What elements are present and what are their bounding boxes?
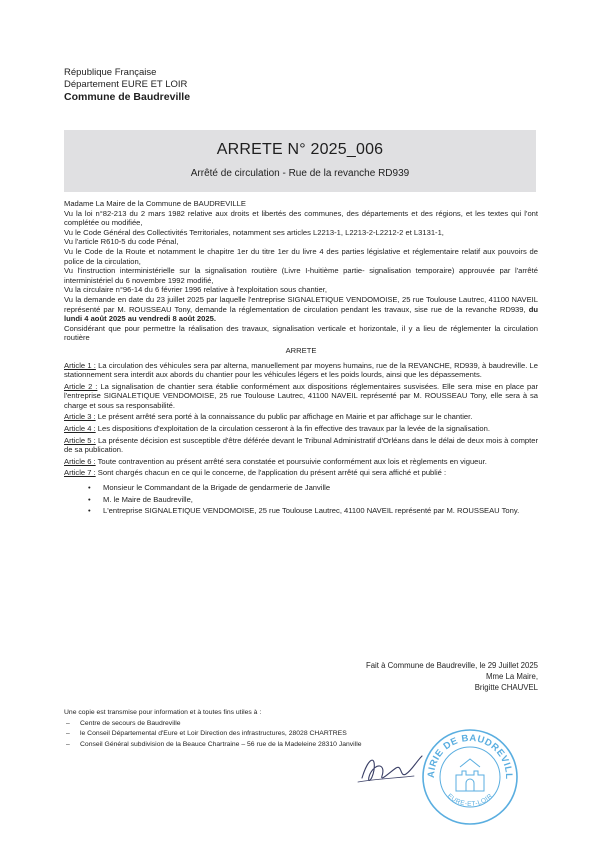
article-label: Article 5 :: [64, 435, 96, 445]
copy-recipient: – le Conseil Départemental d'Eure et Loir Direction des infrastructures, 28028 CHARTRES: [64, 729, 424, 740]
preamble-demande: [64, 295, 538, 324]
copy-recipient: – Centre de secours de Baudreville: [64, 719, 424, 730]
article-label: Article 6 :: [64, 456, 96, 466]
article-label: Article 1 :: [64, 360, 96, 370]
article-7: [64, 468, 538, 478]
department-line: Département EURE ET LOIR: [64, 79, 188, 90]
stamp-emblem: [456, 759, 484, 791]
svg-text:EURE-ET-LOIR: [446, 793, 494, 808]
article-text: Toute contravention au présent arrêté sera constatée et poursuivie conformément aux lois et règlements en vigueur.: [97, 456, 487, 466]
preamble-item: Vu l'article R610-5 du code Pénal,: [64, 237, 179, 247]
handwritten-signature: [356, 748, 426, 795]
letterhead: [64, 67, 190, 103]
recipient-item: • Monsieur le Commandant de la Brigade de gendarmerie de Janville: [88, 483, 538, 493]
demande-dates: du lundi 4 août 2025 au vendredi 8 août 2025.: [64, 304, 538, 324]
commune-name: Commune de Baudreville: [64, 91, 191, 103]
article-text: La circulation des véhicules sera par alterna, manuellement par moyens humains, rue de la REVANCHE, RD939, à baudreville. Le stationnement sera interdit aux abords du chantier pour les véhicules légers et les poids lourds, ainsi que les dépassements.: [64, 360, 538, 380]
decree-number: ARRETE N° 2025_006: [216, 141, 384, 158]
recipient-item: • M. le Maire de Baudreville,: [88, 495, 538, 505]
article-4: [64, 424, 538, 434]
signatory-role: Mme La Maire,: [486, 672, 538, 681]
decree-body: [64, 199, 538, 518]
signature-stroke: [362, 756, 422, 780]
article-label: Article 7 :: [64, 468, 96, 478]
preamble-item: Vu le Code de la Route et notamment le chapitre 1er du titre 1er du livre 4 des parties législative et réglementaire relatif aux pouvoirs de police de la circulation,: [64, 246, 538, 266]
article-5: [64, 436, 538, 455]
article-text: Le présent arrêté sera porté à la connaissance du public par affichage en Mairie et par affichage sur le chantier.: [97, 412, 473, 422]
preamble-item: Vu la loi n°82-213 du 2 mars 1982 relative aux droits et libertés des communes, des départements et des régions, et les textes qui l'ont complétée ou modifiée,: [64, 208, 538, 228]
article-text: Les dispositions d'exploitation de la circulation cesseront à la fin effective des travaux par la levée de la signalisation.: [97, 424, 490, 434]
article-6: [64, 457, 538, 467]
place-date: Fait à Commune de Baudreville, le 29 Juillet 2025: [365, 661, 538, 670]
signature-stroke: [358, 776, 414, 782]
title-box: [64, 130, 536, 192]
stamp-bottom-text: EURE-ET-LOIR: [445, 792, 495, 808]
preamble-item: Vu la circulaire n°96-14 du 6 février 1996 relative à l'exploitation sous chantier,: [64, 285, 327, 295]
copy-recipient: – Conseil Général subdivision de la Beauce Chartraine – 56 rue de la Madeleine 28310 Janville: [64, 740, 424, 751]
article-text: La présente décision est susceptible d'être déférée devant le Tribunal Administratif d'Orléans dans le délai de deux mois à compter de sa publication.: [64, 435, 538, 455]
preamble-item: Vu le Code Général des Collectivités Territoriales, notamment ses articles L2213-1, L2213-2-L2212-2 et L3131-1,: [64, 227, 444, 237]
article-label: Article 4 :: [64, 424, 96, 434]
article-1: [64, 361, 538, 380]
arrete-heading: ARRETE: [285, 345, 317, 355]
article-text: Sont chargés chacun en ce qui le concerne, de l'application du présent arrêté qui sera affiché et publié :: [97, 468, 447, 478]
signatory-name: Brigitte CHAUVEL: [474, 683, 538, 692]
decree-subject: Arrêté de circulation - Rue de la revanche RD939: [190, 168, 410, 179]
article-3: [64, 412, 538, 422]
demande-text: Vu la demande en date du 23 juillet 2025 par laquelle l'entreprise SIGNALETIQUE VENDOMOISE, 25 rue Toulouse Lautrec, 41100 NAVEIL représenté par M. ROUSSEAU Tony, demande la réglementation de circulation pendant les travaux, sise rue de la revanche RD939,: [64, 294, 538, 314]
copies-intro: Une copie est transmise pour information et à toutes fins utiles à :: [64, 709, 262, 716]
preamble-item: Vu l'instruction interministérielle sur la signalisation routière (Livre I-huitième partie- signalisation temporaire) approuvée par l'arrêté interministériel du 6 novembre 1992 modifié,: [64, 266, 538, 285]
considerant: Considérant que pour permettre la réalisation des travaux, signalisation verticale et horizontale, il y a lieu de réglementer la circulation routière: [64, 323, 538, 343]
article-label: Article 3 :: [64, 412, 96, 422]
mairie-stamp: [420, 727, 520, 832]
signature-block: [0, 660, 538, 693]
stamp-text: AIRIE DE BAUDREVILL: [425, 732, 515, 780]
article-text: La signalisation de chantier sera établie conformément aux dispositions réglementaires susvisées. Elle sera mise en place par l'entreprise SIGNALETIQUE VENDOMOISE, 25 rue Toulouse Lautrec, 41100 NAVEIL représenté par M. ROUSSEAU Tony, elle sera à sa charge et sous sa responsabilité.: [64, 381, 538, 410]
article-2: [64, 382, 538, 411]
recipient-item: • L'entreprise SIGNALETIQUE VENDOMOISE, 25 rue Toulouse Lautrec, 41100 NAVEIL représenté par M. ROUSSEAU Tony.: [88, 506, 538, 516]
recipient-list: [88, 483, 538, 516]
preamble-mayor: Madame La Maire de la Commune de BAUDREVILLE: [64, 199, 246, 208]
article-label: Article 2 :: [64, 381, 98, 391]
copies-list: [64, 719, 424, 751]
republic-line: République Française: [64, 67, 157, 78]
copies-block: [64, 708, 424, 750]
